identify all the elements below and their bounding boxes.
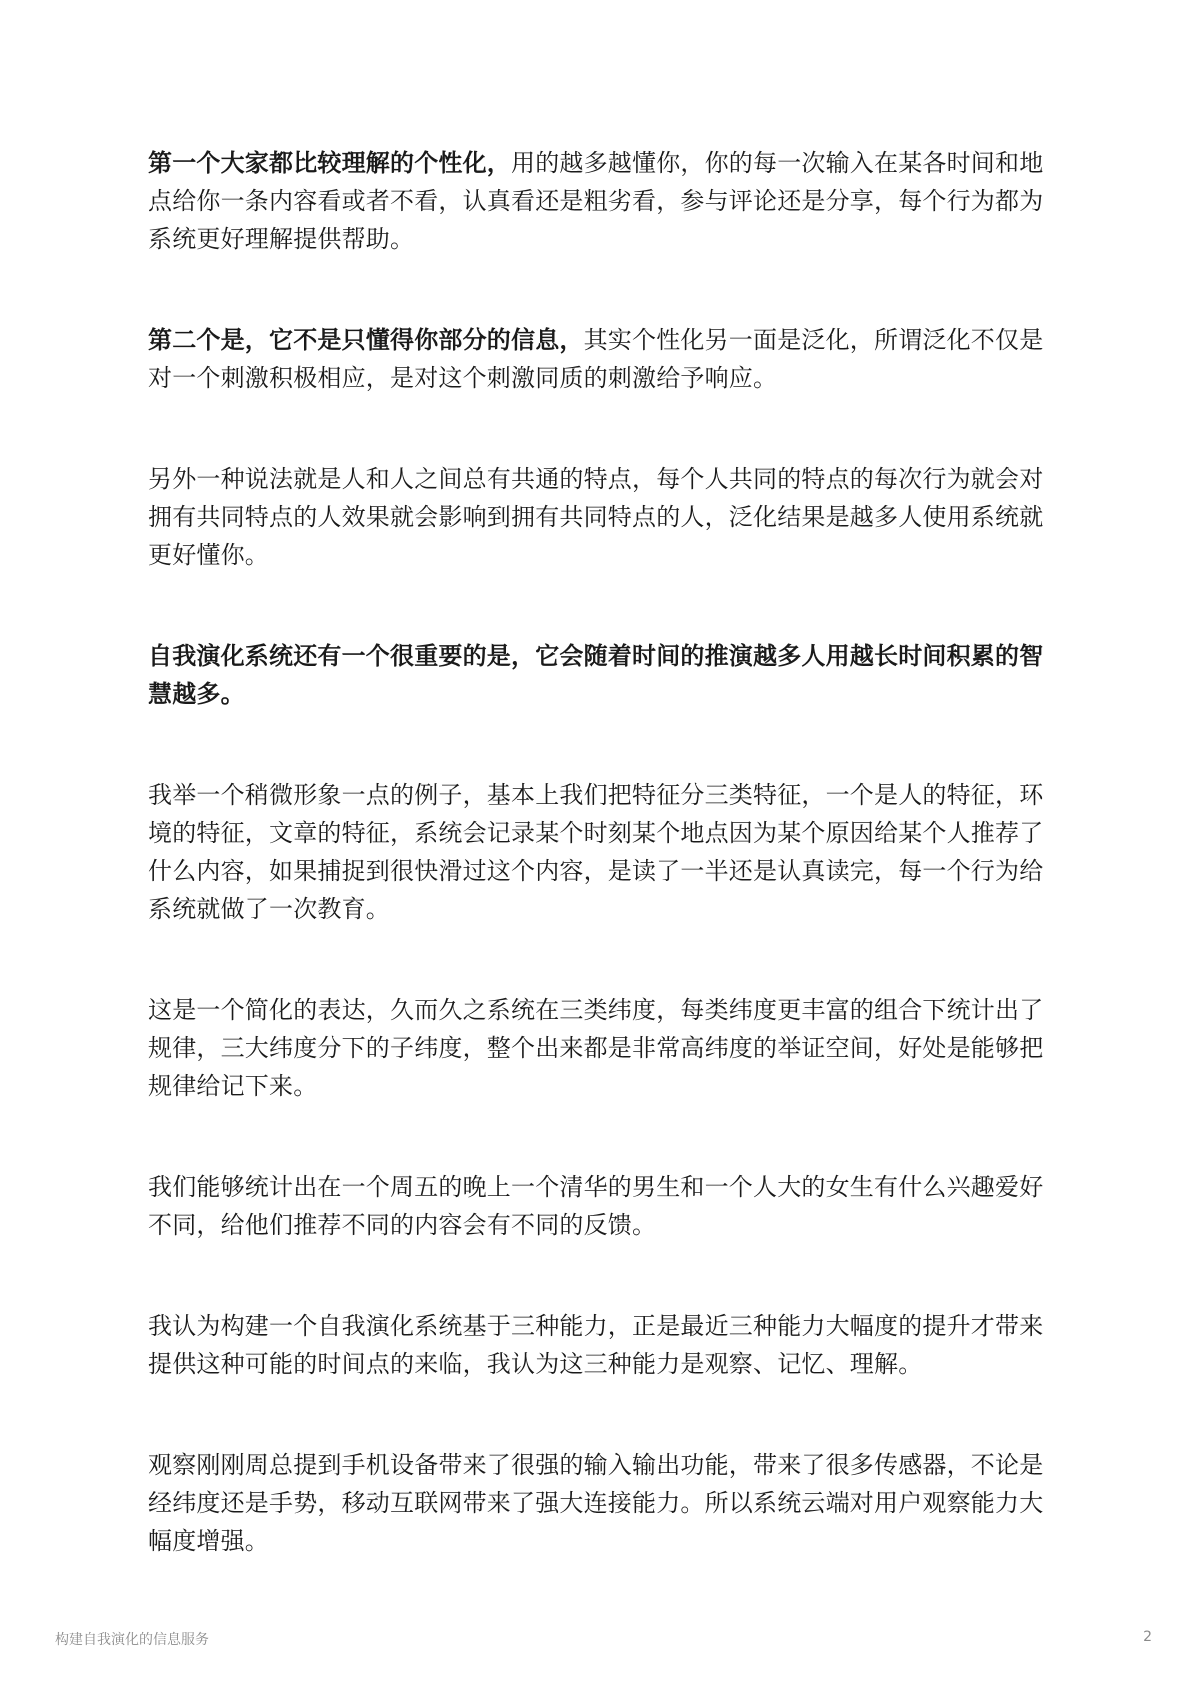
article-body [148, 144, 1048, 1623]
paragraph-1 [148, 144, 1048, 258]
paragraph-1-text: 用的越多越懂你，你的每一次输入在某各时间和地点给你一条内容看或者不看，认真看还是粗劣看，参与评论还是分享，每个行为都为系统更好理解提供帮助。 [148, 149, 1044, 253]
paragraph-9 [148, 1446, 1048, 1560]
paragraph-3-text: 另外一种说法就是人和人之间总有共通的特点，每个人共同的特点的每次行为就会对拥有共同特点的人效果就会影响到拥有共同特点的人，泛化结果是越多人使用系统就更好懂你。 [148, 465, 1044, 569]
paragraph-7 [148, 1168, 1048, 1244]
paragraph-8-text: 我认为构建一个自我演化系统基于三种能力，正是最近三种能力大幅度的提升才带来提供这种可能的时间点的来临，我认为这三种能力是观察、记忆、理解。 [148, 1312, 1044, 1378]
paragraph-3 [148, 460, 1048, 574]
paragraph-4 [148, 637, 1048, 713]
paragraph-4-bold: 自我演化系统还有一个很重要的是，它会随着时间的推演越多人用越长时间积累的智慧越多。 [148, 642, 1044, 708]
paragraph-2 [148, 321, 1048, 397]
footer-document-title: 构建自我演化的信息服务 [55, 1632, 209, 1648]
paragraph-5 [148, 776, 1048, 928]
paragraph-1-bold: 第一个大家都比较理解的个性化， [148, 149, 511, 177]
paragraph-7-text: 我们能够统计出在一个周五的晚上一个清华的男生和一个人大的女生有什么兴趣爱好不同，给他们推荐不同的内容会有不同的反馈。 [148, 1173, 1044, 1239]
paragraph-2-text: 其实个性化另一面是泛化，所谓泛化不仅是对一个刺激积极相应，是对这个刺激同质的刺激给予响应。 [148, 326, 1044, 392]
paragraph-6-text: 这是一个简化的表达，久而久之系统在三类纬度，每类纬度更丰富的组合下统计出了规律，三大纬度分下的子纬度，整个出来都是非常高纬度的举证空间，好处是能够把规律给记下来。 [148, 996, 1044, 1100]
paragraph-6 [148, 991, 1048, 1105]
paragraph-8 [148, 1307, 1048, 1383]
paragraph-9-text: 观察刚刚周总提到手机设备带来了很强的输入输出功能，带来了很多传感器，不论是经纬度还是手势，移动互联网带来了强大连接能力。所以系统云端对用户观察能力大幅度增强。 [148, 1451, 1044, 1555]
footer-page-number: 2 [1143, 1629, 1152, 1645]
paragraph-2-bold: 第二个是，它不是只懂得你部分的信息， [148, 326, 584, 354]
paragraph-5-text: 我举一个稍微形象一点的例子，基本上我们把特征分三类特征，一个是人的特征，环境的特征，文章的特征，系统会记录某个时刻某个地点因为某个原因给某个人推荐了什么内容，如果捕捉到很快滑过这个内容，是读了一半还是认真读完，每一个行为给系统就做了一次教育。 [148, 781, 1044, 923]
